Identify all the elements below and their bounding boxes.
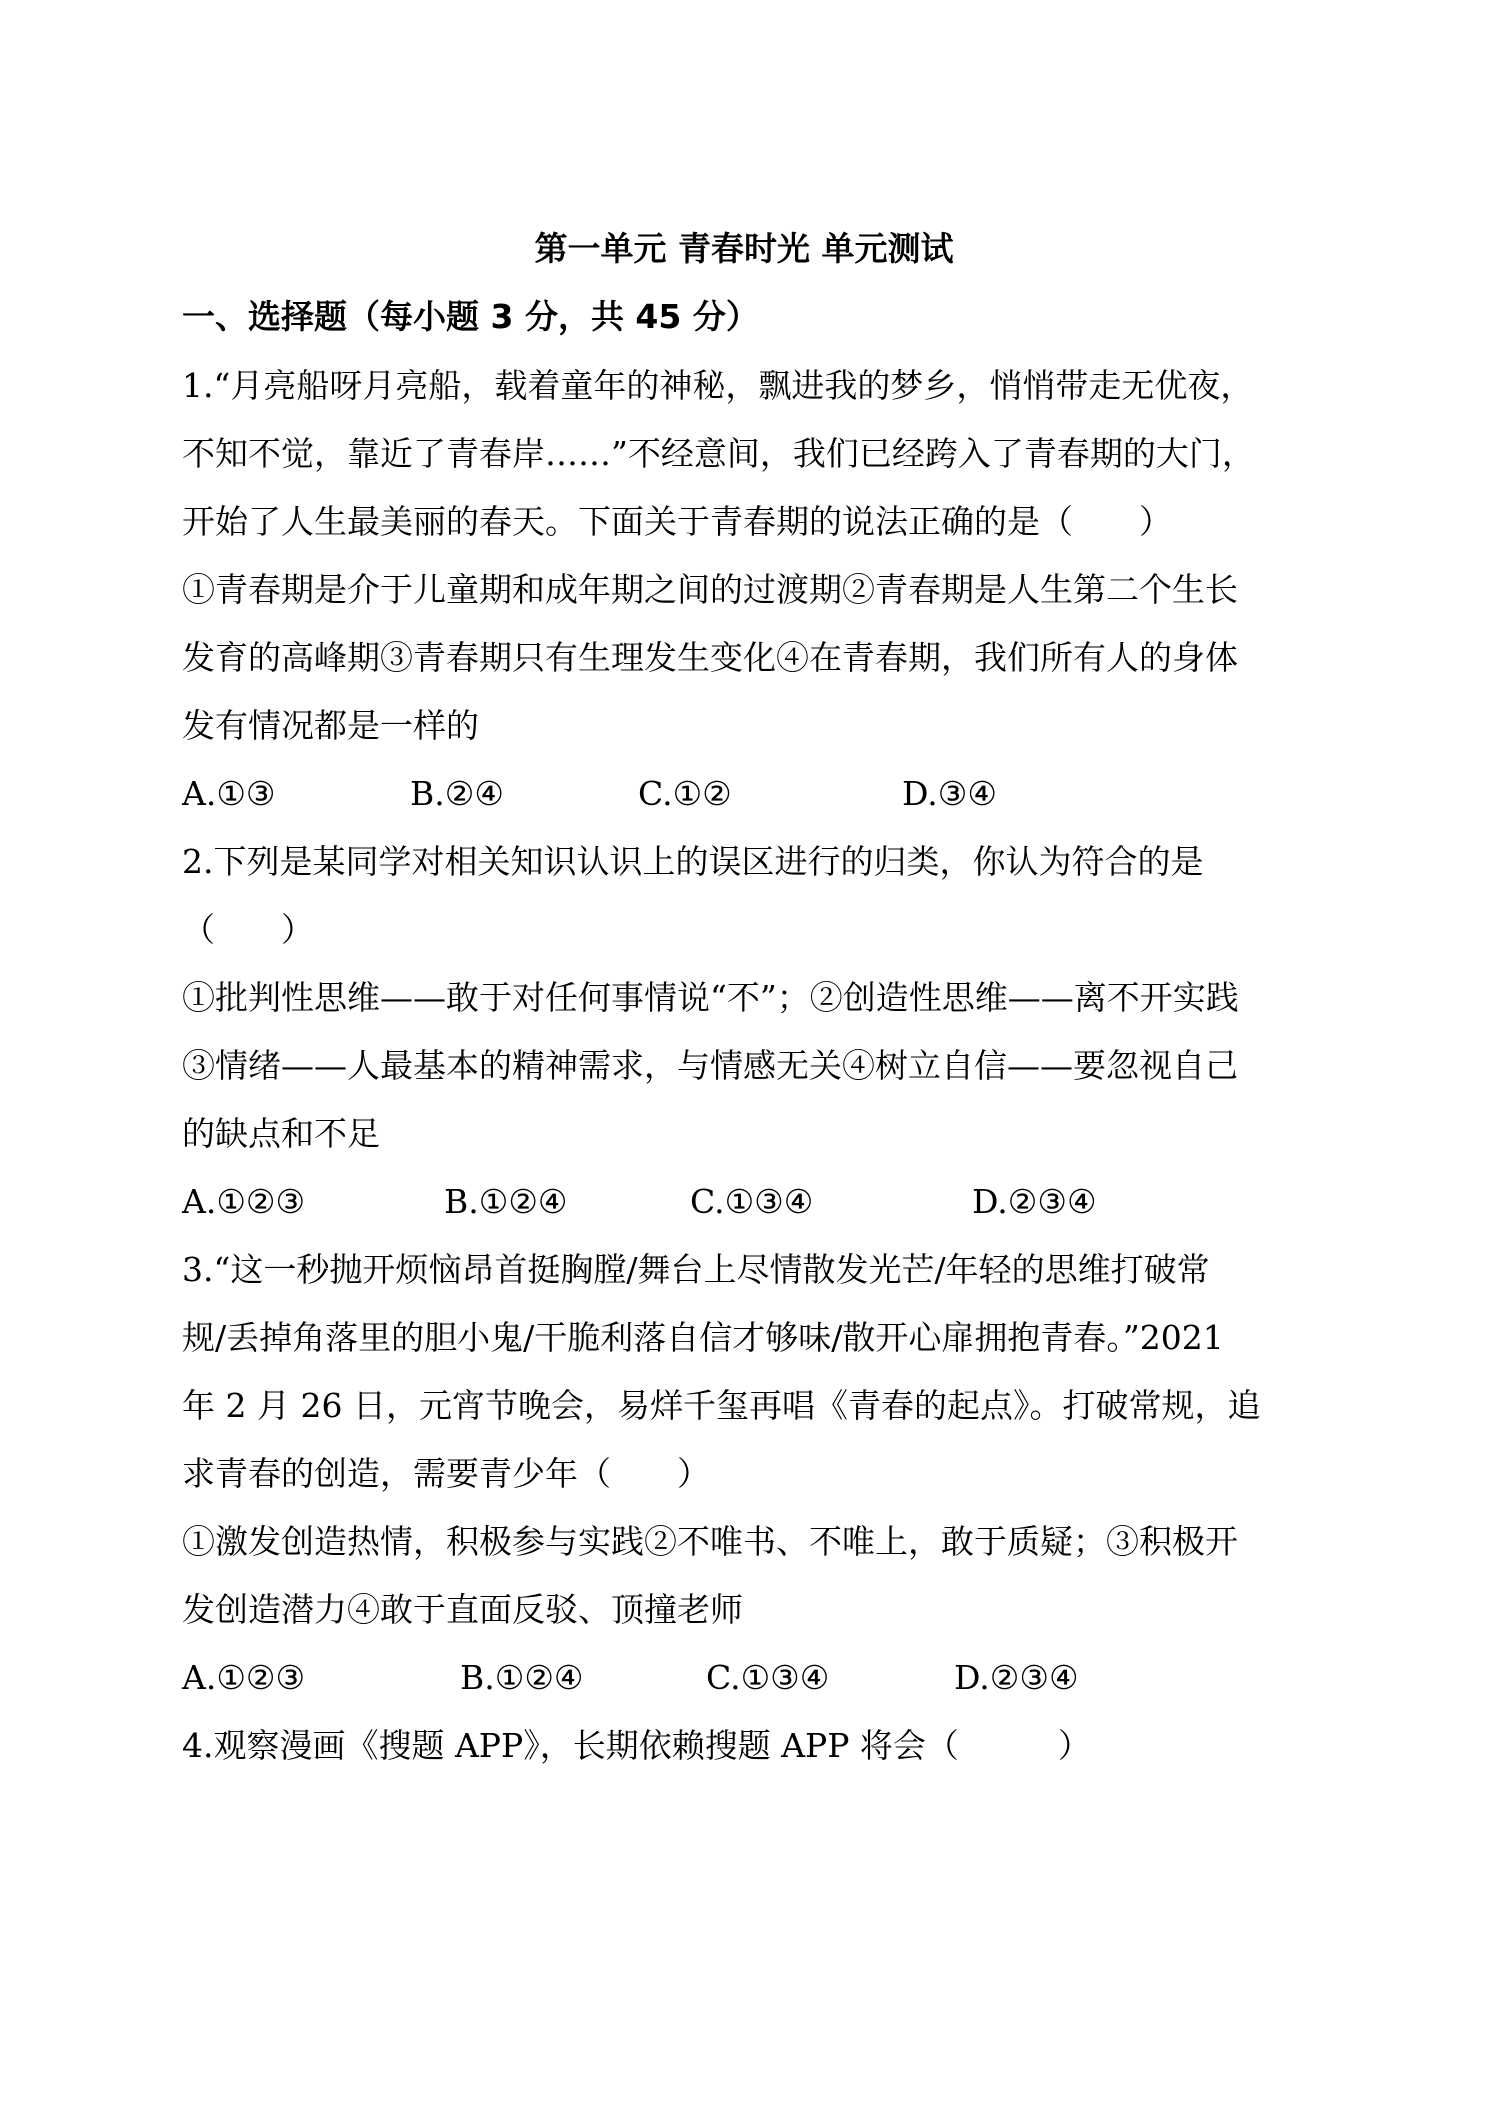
question-3-option-d: D.②③④	[954, 1658, 1079, 1697]
question-3-option-a: A.①②③	[182, 1658, 306, 1697]
question-3-option-b: B.①②④	[460, 1658, 584, 1697]
question-3-line-4: 求青春的创造，需要青少年（ ）	[182, 1454, 710, 1493]
question-3-line-3: 年 2 月 26 日，元宵节晚会，易烊千玺再唱《青春的起点》。打破常规，追	[182, 1386, 1261, 1425]
question-1-line-5: 发育的高峰期③青春期只有生理发生变化④在青春期，我们所有人的身体	[182, 638, 1238, 677]
question-2-option-d: D.②③④	[972, 1182, 1097, 1221]
question-3-line-6: 发创造潜力④敢于直面反驳、顶撞老师	[182, 1590, 743, 1629]
question-1-option-c: C.①②	[638, 774, 732, 813]
question-1-option-d: D.③④	[902, 774, 997, 813]
question-3-line-2: 规/丢掉角落里的胆小鬼/干脆利落自信才够味/散开心扉拥抱青春。”2021	[182, 1318, 1224, 1357]
question-2-line-4: ③情绪——人最基本的精神需求，与情感无关④树立自信——要忽视自己	[182, 1046, 1238, 1085]
question-1-option-b: B.②④	[410, 774, 504, 813]
question-1-line-3: 开始了人生最美丽的春天。下面关于青春期的说法正确的是（ ）	[182, 502, 1172, 541]
section-heading: 一、选择题（每小题 3 分，共 45 分）	[182, 297, 759, 336]
question-2-option-a: A.①②③	[182, 1182, 306, 1221]
question-1-option-a: A.①③	[182, 774, 276, 813]
question-3-option-c: C.①③④	[706, 1658, 830, 1697]
question-2-option-c: C.①③④	[690, 1182, 814, 1221]
question-1-line-4: ①青春期是介于儿童期和成年期之间的过渡期②青春期是人生第二个生长	[182, 570, 1238, 609]
question-3-line-5: ①激发创造热情，积极参与实践②不唯书、不唯上，敢于质疑；③积极开	[182, 1522, 1238, 1561]
question-1-line-2: 不知不觉，靠近了青春岸……”不经意间，我们已经跨入了青春期的大门，	[182, 434, 1255, 473]
question-2-option-b: B.①②④	[444, 1182, 568, 1221]
question-2-line-2: （ ）	[182, 910, 314, 949]
question-1-line-6: 发有情况都是一样的	[182, 706, 479, 745]
question-2-line-1: 2.下列是某同学对相关知识认识上的误区进行的归类，你认为符合的是	[182, 842, 1204, 881]
page-title: 第一单元 青春时光 单元测试	[534, 229, 954, 268]
question-2-line-3: ①批判性思维——敢于对任何事情说“不”；②创造性思维——离不开实践	[182, 978, 1239, 1017]
question-4-line-1: 4.观察漫画《搜题 APP》，长期依赖搜题 APP 将会（ ）	[182, 1726, 1091, 1765]
question-3-line-1: 3.“这一秒抛开烦恼昂首挺胸膛/舞台上尽情散发光芒/年轻的思维打破常	[182, 1250, 1210, 1289]
question-1-line-1: 1.“月亮船呀月亮船，载着童年的神秘，飘进我的梦乡，悄悄带走无优夜，	[182, 366, 1254, 405]
question-2-line-5: 的缺点和不足	[182, 1114, 380, 1153]
